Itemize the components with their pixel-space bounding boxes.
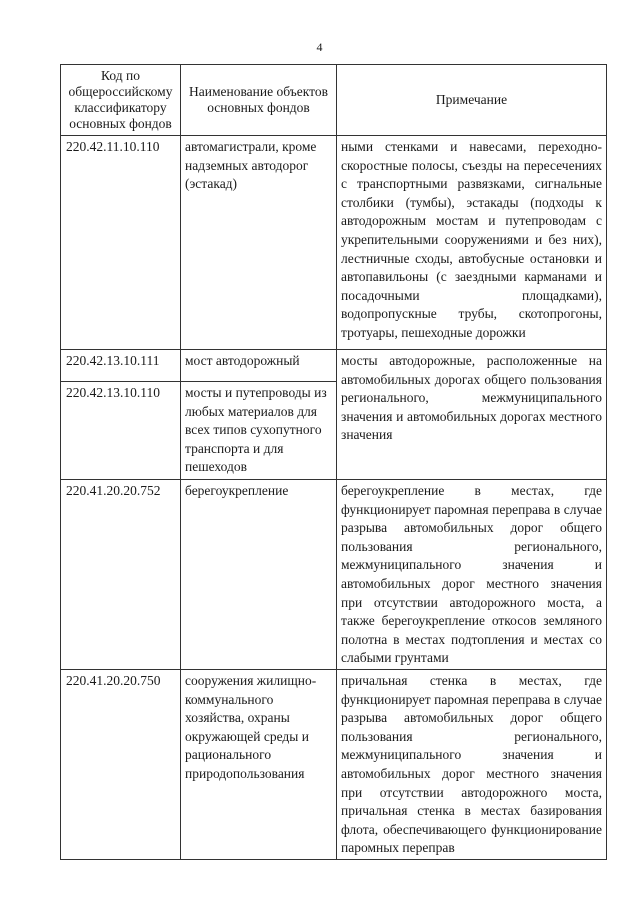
row-name: мост автодорожный [181,350,337,382]
header-classifier-code: Код по общероссийскому классификатору основных фондов [61,65,181,136]
header-asset-name: Наименование объектов основных фондов [181,65,337,136]
row-code: 220.42.13.10.110 [61,382,181,480]
row-name: автомагистрали, кроме надземных автодорог (эстакад) [181,136,337,350]
table-row [61,350,607,382]
row-code: 220.41.20.20.752 [61,480,181,670]
header-note: Примечание [337,65,607,136]
row-note: причальная стенка в местах, где функционирует паромная переправа в случае разрыва автомобильных дорог общего пользования регионального, межмуниципального значения и автомобильных дорог местного значения при отсутствии автодорожного моста, причальная стенка в местах базирования флота, обеспечивающего функционирование паромных переправ [337,669,607,859]
page-number: 4 [316,40,323,54]
table-header-row [61,65,607,136]
row-code: 220.41.20.20.750 [61,669,181,859]
row-code: 220.42.13.10.111 [61,350,181,382]
fixed-assets-table [60,64,607,860]
row-note: берегоукрепление в местах, где функционирует паромная переправа в случае разрыва автомобильных дорог общего пользования регионального, межмуниципального значения и автомобильных дорог местного значения при отсутствии автодорожного моста, а также берегоукрепление откосов земляного полотна в местах подтопления и местах со слабыми грунтами [337,480,607,670]
row-name: мосты и путепроводы из любых материалов для всех типов сухопутного транспорта и для пешеходов [181,382,337,480]
row-note: мосты автодорожные, расположенные на автомобильных дорогах общего пользования регионального, межмуниципального значения и автомобильных дорогах местного значения [337,350,607,480]
row-name: сооружения жилищно-коммунального хозяйства, охраны окружающей среды и рационального природопользования [181,669,337,859]
table-row [61,480,607,670]
table-row [61,136,607,350]
row-name: берегоукрепление [181,480,337,670]
table-row [61,669,607,859]
row-note: ными стенками и навесами, переходно-скоростные полосы, съезды на пересечениях с транспортными развязками, сигнальные столбики (тумбы), эстакады (подходы к автодорожным мостам и путепроводам с укрепительными сооружениями и без них), лестничные сходы, автобусные остановки и автопавильоны (с заездными карманами и посадочными площадками), водопропускные трубы, скотопрогоны, тротуары, пешеходные дорожки [337,136,607,350]
row-code: 220.42.11.10.110 [61,136,181,350]
